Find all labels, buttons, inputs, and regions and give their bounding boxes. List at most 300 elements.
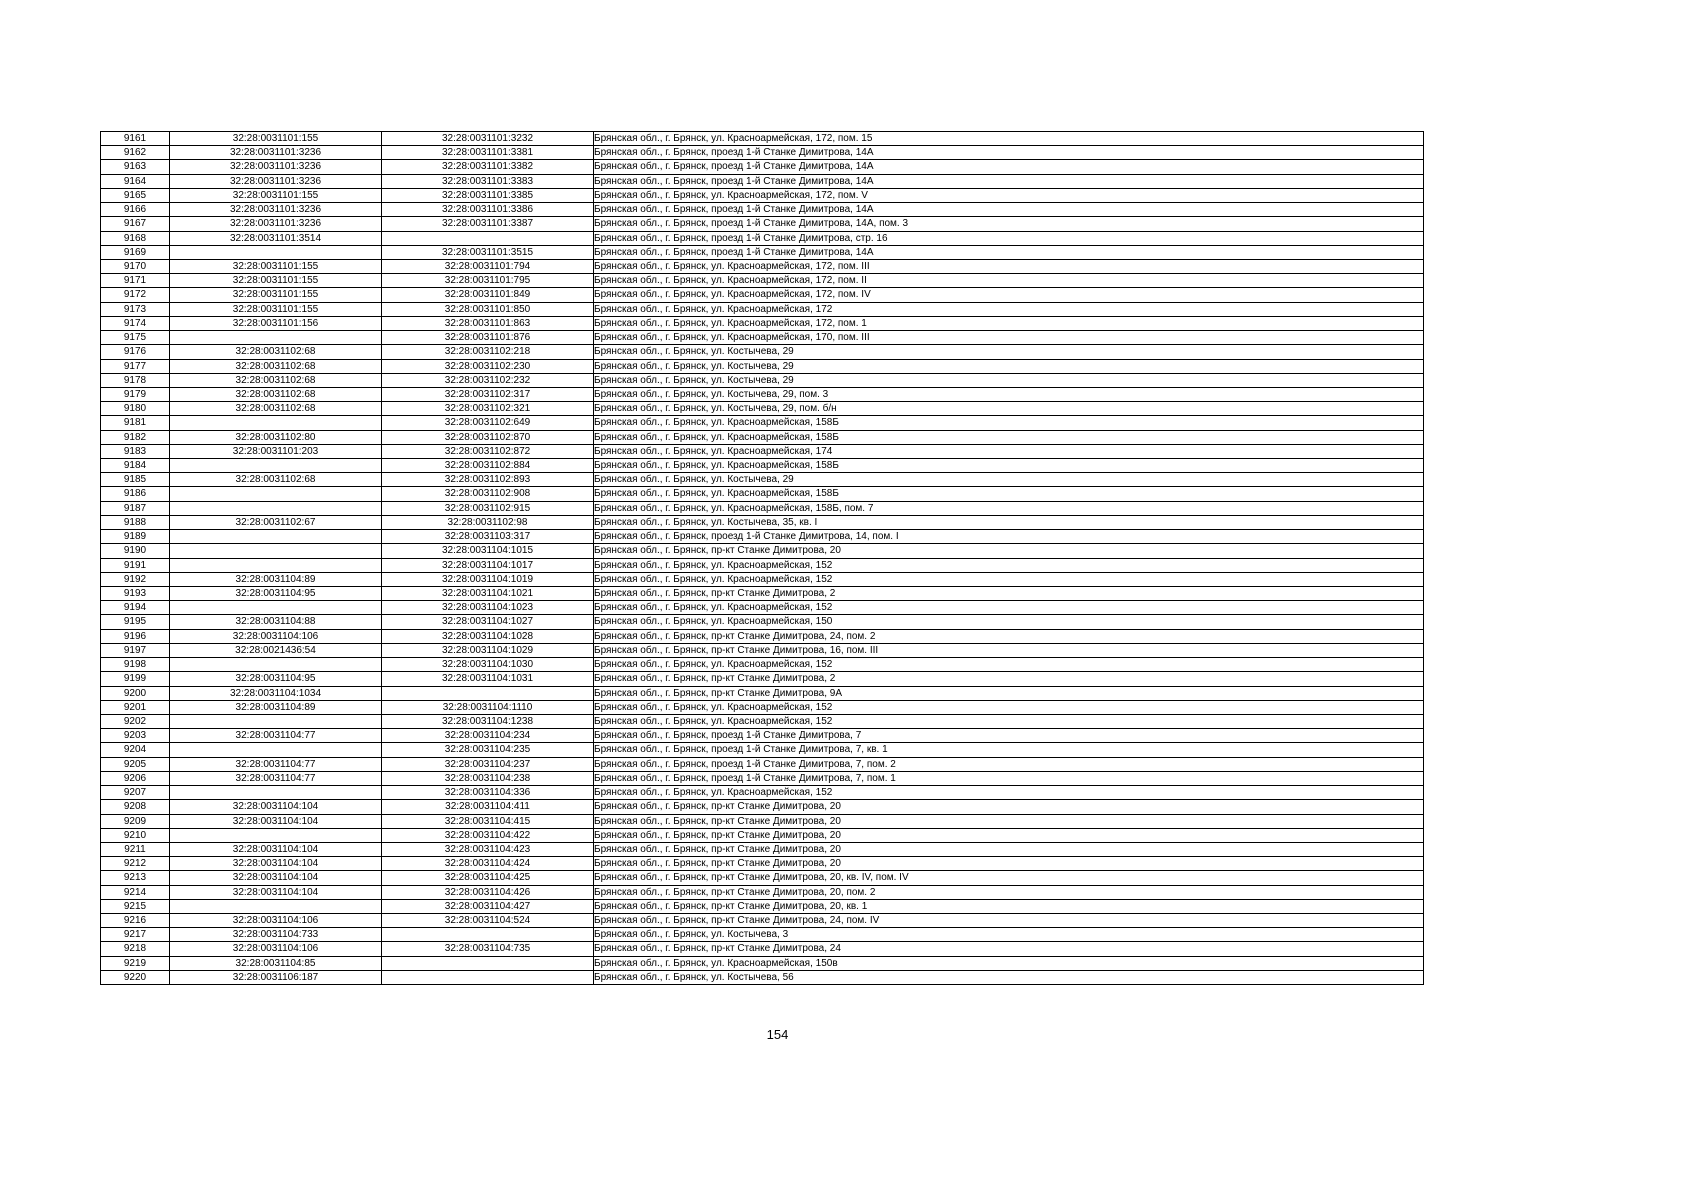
cadastral-number-cell: 32:28:0031104:427 bbox=[382, 899, 594, 913]
table-row bbox=[101, 473, 1424, 487]
table-row bbox=[101, 373, 1424, 387]
parent-cadastral-number-cell bbox=[170, 544, 382, 558]
table-row bbox=[101, 899, 1424, 913]
address-cell: Брянская обл., г. Брянск, проезд 1-й Станке Димитрова, 14А bbox=[594, 160, 1424, 174]
cadastral-number-cell: 32:28:0031102:98 bbox=[382, 515, 594, 529]
parent-cadastral-number-cell: 32:28:0031104:104 bbox=[170, 814, 382, 828]
table-row bbox=[101, 430, 1424, 444]
registry-table-body bbox=[101, 132, 1424, 985]
table-row bbox=[101, 544, 1424, 558]
cadastral-number-cell: 32:28:0031102:649 bbox=[382, 416, 594, 430]
address-cell: Брянская обл., г. Брянск, ул. Костычева, 35, кв. I bbox=[594, 515, 1424, 529]
row-number-cell: 9203 bbox=[101, 729, 170, 743]
cadastral-number-cell: 32:28:0031104:238 bbox=[382, 771, 594, 785]
registry-table bbox=[100, 131, 1424, 985]
parent-cadastral-number-cell: 32:28:0031104:106 bbox=[170, 629, 382, 643]
cadastral-number-cell bbox=[382, 956, 594, 970]
table-row bbox=[101, 515, 1424, 529]
address-cell: Брянская обл., г. Брянск, ул. Красноармейская, 172, пом. IV bbox=[594, 288, 1424, 302]
parent-cadastral-number-cell bbox=[170, 743, 382, 757]
table-row bbox=[101, 444, 1424, 458]
cadastral-number-cell: 32:28:0031104:235 bbox=[382, 743, 594, 757]
address-cell: Брянская обл., г. Брянск, ул. Костычева, 29 bbox=[594, 345, 1424, 359]
cadastral-number-cell: 32:28:0031102:230 bbox=[382, 359, 594, 373]
table-row bbox=[101, 416, 1424, 430]
parent-cadastral-number-cell: 32:28:0031101:3236 bbox=[170, 217, 382, 231]
cadastral-number-cell: 32:28:0031104:415 bbox=[382, 814, 594, 828]
parent-cadastral-number-cell: 32:28:0031104:104 bbox=[170, 800, 382, 814]
table-row bbox=[101, 345, 1424, 359]
table-row bbox=[101, 629, 1424, 643]
address-cell: Брянская обл., г. Брянск, пр-кт Станке Димитрова, 24, пом. IV bbox=[594, 914, 1424, 928]
cadastral-number-cell: 32:28:0031101:3387 bbox=[382, 217, 594, 231]
row-number-cell: 9201 bbox=[101, 700, 170, 714]
parent-cadastral-number-cell: 32:28:0031101:155 bbox=[170, 132, 382, 146]
cadastral-number-cell bbox=[382, 970, 594, 984]
parent-cadastral-number-cell: 32:28:0031106:187 bbox=[170, 970, 382, 984]
address-cell: Брянская обл., г. Брянск, проезд 1-й Станке Димитрова, 7, пом. 1 bbox=[594, 771, 1424, 785]
address-cell: Брянская обл., г. Брянск, ул. Красноармейская, 152 bbox=[594, 658, 1424, 672]
parent-cadastral-number-cell bbox=[170, 459, 382, 473]
table-row bbox=[101, 956, 1424, 970]
parent-cadastral-number-cell bbox=[170, 601, 382, 615]
row-number-cell: 9195 bbox=[101, 615, 170, 629]
row-number-cell: 9212 bbox=[101, 857, 170, 871]
parent-cadastral-number-cell: 32:28:0031104:104 bbox=[170, 842, 382, 856]
table-row bbox=[101, 814, 1424, 828]
parent-cadastral-number-cell: 32:28:0031104:733 bbox=[170, 928, 382, 942]
table-row bbox=[101, 558, 1424, 572]
row-number-cell: 9163 bbox=[101, 160, 170, 174]
address-cell: Брянская обл., г. Брянск, пр-кт Станке Димитрова, 20 bbox=[594, 828, 1424, 842]
row-number-cell: 9190 bbox=[101, 544, 170, 558]
table-row bbox=[101, 615, 1424, 629]
row-number-cell: 9216 bbox=[101, 914, 170, 928]
table-row bbox=[101, 132, 1424, 146]
parent-cadastral-number-cell bbox=[170, 487, 382, 501]
parent-cadastral-number-cell: 32:28:0031104:89 bbox=[170, 572, 382, 586]
table-row bbox=[101, 800, 1424, 814]
address-cell: Брянская обл., г. Брянск, ул. Красноармейская, 152 bbox=[594, 601, 1424, 615]
parent-cadastral-number-cell: 32:28:0031101:156 bbox=[170, 316, 382, 330]
address-cell: Брянская обл., г. Брянск, ул. Красноармейская, 152 bbox=[594, 714, 1424, 728]
address-cell: Брянская обл., г. Брянск, ул. Красноармейская, 158Б bbox=[594, 416, 1424, 430]
parent-cadastral-number-cell: 32:28:0031104:95 bbox=[170, 587, 382, 601]
cadastral-number-cell: 32:28:0031104:411 bbox=[382, 800, 594, 814]
cadastral-number-cell: 32:28:0031101:850 bbox=[382, 302, 594, 316]
address-cell: Брянская обл., г. Брянск, проезд 1-й Станке Димитрова, 14А bbox=[594, 203, 1424, 217]
address-cell: Брянская обл., г. Брянск, ул. Костычева, 29 bbox=[594, 359, 1424, 373]
parent-cadastral-number-cell bbox=[170, 714, 382, 728]
cadastral-number-cell: 32:28:0031102:884 bbox=[382, 459, 594, 473]
row-number-cell: 9181 bbox=[101, 416, 170, 430]
address-cell: Брянская обл., г. Брянск, ул. Красноармейская, 158Б bbox=[594, 459, 1424, 473]
cadastral-number-cell: 32:28:0031101:849 bbox=[382, 288, 594, 302]
cadastral-number-cell bbox=[382, 686, 594, 700]
row-number-cell: 9196 bbox=[101, 629, 170, 643]
address-cell: Брянская обл., г. Брянск, ул. Красноармейская, 172, пом. III bbox=[594, 259, 1424, 273]
parent-cadastral-number-cell: 32:28:0031104:106 bbox=[170, 914, 382, 928]
table-row bbox=[101, 700, 1424, 714]
cadastral-number-cell: 32:28:0031104:234 bbox=[382, 729, 594, 743]
table-row bbox=[101, 487, 1424, 501]
cadastral-number-cell bbox=[382, 231, 594, 245]
address-cell: Брянская обл., г. Брянск, пр-кт Станке Димитрова, 2 bbox=[594, 672, 1424, 686]
table-row bbox=[101, 572, 1424, 586]
row-number-cell: 9182 bbox=[101, 430, 170, 444]
parent-cadastral-number-cell: 32:28:0031101:3236 bbox=[170, 174, 382, 188]
parent-cadastral-number-cell: 32:28:0031104:104 bbox=[170, 885, 382, 899]
row-number-cell: 9204 bbox=[101, 743, 170, 757]
table-row bbox=[101, 771, 1424, 785]
table-row bbox=[101, 231, 1424, 245]
address-cell: Брянская обл., г. Брянск, ул. Красноармейская, 158Б, пом. 7 bbox=[594, 501, 1424, 515]
row-number-cell: 9165 bbox=[101, 188, 170, 202]
row-number-cell: 9213 bbox=[101, 871, 170, 885]
table-row bbox=[101, 288, 1424, 302]
address-cell: Брянская обл., г. Брянск, ул. Красноармейская, 172, пом. 1 bbox=[594, 316, 1424, 330]
cadastral-number-cell: 32:28:0031101:3515 bbox=[382, 245, 594, 259]
row-number-cell: 9211 bbox=[101, 842, 170, 856]
parent-cadastral-number-cell: 32:28:0031101:155 bbox=[170, 274, 382, 288]
cadastral-number-cell: 32:28:0031102:872 bbox=[382, 444, 594, 458]
address-cell: Брянская обл., г. Брянск, ул. Красноармейская, 172 bbox=[594, 302, 1424, 316]
address-cell: Брянская обл., г. Брянск, пр-кт Станке Димитрова, 16, пом. III bbox=[594, 643, 1424, 657]
cadastral-number-cell: 32:28:0031104:1027 bbox=[382, 615, 594, 629]
table-row bbox=[101, 302, 1424, 316]
table-row bbox=[101, 146, 1424, 160]
parent-cadastral-number-cell: 32:28:0031104:106 bbox=[170, 942, 382, 956]
table-row bbox=[101, 217, 1424, 231]
parent-cadastral-number-cell: 32:28:0031102:80 bbox=[170, 430, 382, 444]
cadastral-number-cell: 32:28:0031101:3232 bbox=[382, 132, 594, 146]
cadastral-number-cell: 32:28:0031101:3385 bbox=[382, 188, 594, 202]
table-row bbox=[101, 331, 1424, 345]
table-row bbox=[101, 842, 1424, 856]
row-number-cell: 9168 bbox=[101, 231, 170, 245]
cadastral-number-cell: 32:28:0031103:317 bbox=[382, 530, 594, 544]
row-number-cell: 9187 bbox=[101, 501, 170, 515]
parent-cadastral-number-cell: 32:28:0031102:68 bbox=[170, 387, 382, 401]
cadastral-number-cell: 32:28:0031104:336 bbox=[382, 786, 594, 800]
cadastral-number-cell: 32:28:0031104:1028 bbox=[382, 629, 594, 643]
row-number-cell: 9214 bbox=[101, 885, 170, 899]
parent-cadastral-number-cell: 32:28:0031104:88 bbox=[170, 615, 382, 629]
table-row bbox=[101, 601, 1424, 615]
row-number-cell: 9173 bbox=[101, 302, 170, 316]
address-cell: Брянская обл., г. Брянск, проезд 1-й Станке Димитрова, 14А, пом. 3 bbox=[594, 217, 1424, 231]
address-cell: Брянская обл., г. Брянск, проезд 1-й Станке Димитрова, 7, кв. 1 bbox=[594, 743, 1424, 757]
address-cell: Брянская обл., г. Брянск, ул. Красноармейская, 150 bbox=[594, 615, 1424, 629]
parent-cadastral-number-cell: 32:28:0031104:1034 bbox=[170, 686, 382, 700]
cadastral-number-cell: 32:28:0031104:237 bbox=[382, 757, 594, 771]
row-number-cell: 9194 bbox=[101, 601, 170, 615]
cadastral-number-cell: 32:28:0031102:321 bbox=[382, 402, 594, 416]
parent-cadastral-number-cell: 32:28:0031101:3514 bbox=[170, 231, 382, 245]
table-row bbox=[101, 160, 1424, 174]
row-number-cell: 9162 bbox=[101, 146, 170, 160]
address-cell: Брянская обл., г. Брянск, ул. Красноармейская, 152 bbox=[594, 700, 1424, 714]
parent-cadastral-number-cell: 32:28:0031101:3236 bbox=[170, 146, 382, 160]
cadastral-number-cell: 32:28:0031104:422 bbox=[382, 828, 594, 842]
row-number-cell: 9210 bbox=[101, 828, 170, 842]
row-number-cell: 9198 bbox=[101, 658, 170, 672]
address-cell: Брянская обл., г. Брянск, пр-кт Станке Димитрова, 20, пом. 2 bbox=[594, 885, 1424, 899]
address-cell: Брянская обл., г. Брянск, ул. Красноармейская, 150в bbox=[594, 956, 1424, 970]
cadastral-number-cell: 32:28:0031104:735 bbox=[382, 942, 594, 956]
row-number-cell: 9167 bbox=[101, 217, 170, 231]
row-number-cell: 9174 bbox=[101, 316, 170, 330]
cadastral-number-cell: 32:28:0031101:876 bbox=[382, 331, 594, 345]
parent-cadastral-number-cell: 32:28:0031104:95 bbox=[170, 672, 382, 686]
address-cell: Брянская обл., г. Брянск, проезд 1-й Станке Димитрова, 14А bbox=[594, 146, 1424, 160]
table-row bbox=[101, 857, 1424, 871]
cadastral-number-cell: 32:28:0031104:1015 bbox=[382, 544, 594, 558]
row-number-cell: 9184 bbox=[101, 459, 170, 473]
cadastral-number-cell: 32:28:0031102:218 bbox=[382, 345, 594, 359]
row-number-cell: 9219 bbox=[101, 956, 170, 970]
table-row bbox=[101, 970, 1424, 984]
address-cell: Брянская обл., г. Брянск, ул. Красноармейская, 158Б bbox=[594, 487, 1424, 501]
address-cell: Брянская обл., г. Брянск, ул. Костычева, 29, пом. б/н bbox=[594, 402, 1424, 416]
cadastral-number-cell: 32:28:0031102:908 bbox=[382, 487, 594, 501]
cadastral-number-cell: 32:28:0031104:524 bbox=[382, 914, 594, 928]
row-number-cell: 9177 bbox=[101, 359, 170, 373]
table-row bbox=[101, 643, 1424, 657]
parent-cadastral-number-cell: 32:28:0031104:77 bbox=[170, 771, 382, 785]
parent-cadastral-number-cell: 32:28:0031101:3236 bbox=[170, 160, 382, 174]
parent-cadastral-number-cell bbox=[170, 658, 382, 672]
cadastral-number-cell: 32:28:0031104:1030 bbox=[382, 658, 594, 672]
cadastral-number-cell: 32:28:0031102:317 bbox=[382, 387, 594, 401]
address-cell: Брянская обл., г. Брянск, ул. Костычева, 3 bbox=[594, 928, 1424, 942]
address-cell: Брянская обл., г. Брянск, проезд 1-й Станке Димитрова, 14А bbox=[594, 245, 1424, 259]
address-cell: Брянская обл., г. Брянск, пр-кт Станке Димитрова, 20 bbox=[594, 814, 1424, 828]
table-row bbox=[101, 245, 1424, 259]
address-cell: Брянская обл., г. Брянск, проезд 1-й Станке Димитрова, 14А bbox=[594, 174, 1424, 188]
parent-cadastral-number-cell: 32:28:0031104:77 bbox=[170, 729, 382, 743]
table-row bbox=[101, 259, 1424, 273]
row-number-cell: 9179 bbox=[101, 387, 170, 401]
cadastral-number-cell: 32:28:0031104:1238 bbox=[382, 714, 594, 728]
address-cell: Брянская обл., г. Брянск, пр-кт Станке Димитрова, 9А bbox=[594, 686, 1424, 700]
parent-cadastral-number-cell: 32:28:0031104:89 bbox=[170, 700, 382, 714]
row-number-cell: 9175 bbox=[101, 331, 170, 345]
cadastral-number-cell: 32:28:0031104:1017 bbox=[382, 558, 594, 572]
page-number: 154 bbox=[766, 1027, 789, 1042]
address-cell: Брянская обл., г. Брянск, ул. Красноармейская, 152 bbox=[594, 558, 1424, 572]
row-number-cell: 9191 bbox=[101, 558, 170, 572]
address-cell: Брянская обл., г. Брянск, пр-кт Станке Димитрова, 20 bbox=[594, 800, 1424, 814]
parent-cadastral-number-cell: 32:28:0031102:68 bbox=[170, 359, 382, 373]
parent-cadastral-number-cell: 32:28:0031101:203 bbox=[170, 444, 382, 458]
table-row bbox=[101, 871, 1424, 885]
table-row bbox=[101, 928, 1424, 942]
address-cell: Брянская обл., г. Брянск, пр-кт Станке Димитрова, 20 bbox=[594, 857, 1424, 871]
cadastral-number-cell: 32:28:0031101:3382 bbox=[382, 160, 594, 174]
cadastral-number-cell: 32:28:0031102:893 bbox=[382, 473, 594, 487]
row-number-cell: 9220 bbox=[101, 970, 170, 984]
address-cell: Брянская обл., г. Брянск, пр-кт Станке Димитрова, 24, пом. 2 bbox=[594, 629, 1424, 643]
address-cell: Брянская обл., г. Брянск, ул. Красноармейская, 174 bbox=[594, 444, 1424, 458]
parent-cadastral-number-cell: 32:28:0031102:68 bbox=[170, 402, 382, 416]
row-number-cell: 9200 bbox=[101, 686, 170, 700]
cadastral-number-cell: 32:28:0031101:3386 bbox=[382, 203, 594, 217]
row-number-cell: 9199 bbox=[101, 672, 170, 686]
table-row bbox=[101, 402, 1424, 416]
row-number-cell: 9197 bbox=[101, 643, 170, 657]
table-row bbox=[101, 942, 1424, 956]
address-cell: Брянская обл., г. Брянск, проезд 1-й Станке Димитрова, 14, пом. I bbox=[594, 530, 1424, 544]
parent-cadastral-number-cell: 32:28:0021436:54 bbox=[170, 643, 382, 657]
parent-cadastral-number-cell: 32:28:0031101:155 bbox=[170, 302, 382, 316]
row-number-cell: 9161 bbox=[101, 132, 170, 146]
address-cell: Брянская обл., г. Брянск, ул. Красноармейская, 170, пом. III bbox=[594, 331, 1424, 345]
table-row bbox=[101, 672, 1424, 686]
parent-cadastral-number-cell: 32:28:0031102:67 bbox=[170, 515, 382, 529]
cadastral-number-cell: 32:28:0031101:795 bbox=[382, 274, 594, 288]
parent-cadastral-number-cell: 32:28:0031102:68 bbox=[170, 345, 382, 359]
parent-cadastral-number-cell bbox=[170, 828, 382, 842]
row-number-cell: 9193 bbox=[101, 587, 170, 601]
table-row bbox=[101, 174, 1424, 188]
row-number-cell: 9192 bbox=[101, 572, 170, 586]
parent-cadastral-number-cell bbox=[170, 416, 382, 430]
parent-cadastral-number-cell: 32:28:0031101:3236 bbox=[170, 203, 382, 217]
parent-cadastral-number-cell: 32:28:0031101:155 bbox=[170, 188, 382, 202]
row-number-cell: 9180 bbox=[101, 402, 170, 416]
table-row bbox=[101, 757, 1424, 771]
table-row bbox=[101, 274, 1424, 288]
parent-cadastral-number-cell: 32:28:0031104:85 bbox=[170, 956, 382, 970]
address-cell: Брянская обл., г. Брянск, ул. Костычева, 56 bbox=[594, 970, 1424, 984]
row-number-cell: 9185 bbox=[101, 473, 170, 487]
cadastral-number-cell: 32:28:0031102:232 bbox=[382, 373, 594, 387]
address-cell: Брянская обл., г. Брянск, ул. Красноармейская, 158Б bbox=[594, 430, 1424, 444]
cadastral-number-cell: 32:28:0031101:3383 bbox=[382, 174, 594, 188]
address-cell: Брянская обл., г. Брянск, ул. Красноармейская, 172, пом. II bbox=[594, 274, 1424, 288]
table-row bbox=[101, 743, 1424, 757]
cadastral-number-cell: 32:28:0031104:1023 bbox=[382, 601, 594, 615]
row-number-cell: 9164 bbox=[101, 174, 170, 188]
table-row bbox=[101, 914, 1424, 928]
cadastral-number-cell: 32:28:0031102:870 bbox=[382, 430, 594, 444]
parent-cadastral-number-cell bbox=[170, 331, 382, 345]
table-row bbox=[101, 786, 1424, 800]
row-number-cell: 9215 bbox=[101, 899, 170, 913]
parent-cadastral-number-cell: 32:28:0031104:104 bbox=[170, 871, 382, 885]
table-row bbox=[101, 885, 1424, 899]
address-cell: Брянская обл., г. Брянск, пр-кт Станке Димитрова, 20, кв. 1 bbox=[594, 899, 1424, 913]
parent-cadastral-number-cell bbox=[170, 899, 382, 913]
table-row bbox=[101, 729, 1424, 743]
table-row bbox=[101, 188, 1424, 202]
row-number-cell: 9208 bbox=[101, 800, 170, 814]
parent-cadastral-number-cell: 32:28:0031104:77 bbox=[170, 757, 382, 771]
cadastral-number-cell: 32:28:0031101:863 bbox=[382, 316, 594, 330]
row-number-cell: 9186 bbox=[101, 487, 170, 501]
parent-cadastral-number-cell: 32:28:0031104:104 bbox=[170, 857, 382, 871]
address-cell: Брянская обл., г. Брянск, ул. Костычева, 29, пом. 3 bbox=[594, 387, 1424, 401]
address-cell: Брянская обл., г. Брянск, пр-кт Станке Димитрова, 2 bbox=[594, 587, 1424, 601]
parent-cadastral-number-cell bbox=[170, 245, 382, 259]
address-cell: Брянская обл., г. Брянск, проезд 1-й Станке Димитрова, 7, пом. 2 bbox=[594, 757, 1424, 771]
row-number-cell: 9183 bbox=[101, 444, 170, 458]
row-number-cell: 9169 bbox=[101, 245, 170, 259]
table-row bbox=[101, 714, 1424, 728]
table-row bbox=[101, 587, 1424, 601]
address-cell: Брянская обл., г. Брянск, пр-кт Станке Димитрова, 24 bbox=[594, 942, 1424, 956]
parent-cadastral-number-cell bbox=[170, 786, 382, 800]
cadastral-number-cell: 32:28:0031104:426 bbox=[382, 885, 594, 899]
row-number-cell: 9217 bbox=[101, 928, 170, 942]
address-cell: Брянская обл., г. Брянск, ул. Красноармейская, 152 bbox=[594, 572, 1424, 586]
parent-cadastral-number-cell bbox=[170, 501, 382, 515]
address-cell: Брянская обл., г. Брянск, ул. Костычева, 29 bbox=[594, 373, 1424, 387]
cadastral-number-cell: 32:28:0031102:915 bbox=[382, 501, 594, 515]
table-row bbox=[101, 501, 1424, 515]
table-row bbox=[101, 359, 1424, 373]
cadastral-number-cell: 32:28:0031104:423 bbox=[382, 842, 594, 856]
row-number-cell: 9202 bbox=[101, 714, 170, 728]
address-cell: Брянская обл., г. Брянск, ул. Красноармейская, 172, пом. V bbox=[594, 188, 1424, 202]
address-cell: Брянская обл., г. Брянск, ул. Костычева, 29 bbox=[594, 473, 1424, 487]
address-cell: Брянская обл., г. Брянск, пр-кт Станке Димитрова, 20 bbox=[594, 544, 1424, 558]
row-number-cell: 9170 bbox=[101, 259, 170, 273]
row-number-cell: 9171 bbox=[101, 274, 170, 288]
row-number-cell: 9209 bbox=[101, 814, 170, 828]
address-cell: Брянская обл., г. Брянск, пр-кт Станке Димитрова, 20, кв. IV, пом. IV bbox=[594, 871, 1424, 885]
table-row bbox=[101, 459, 1424, 473]
table-row bbox=[101, 828, 1424, 842]
table-row bbox=[101, 686, 1424, 700]
parent-cadastral-number-cell: 32:28:0031101:155 bbox=[170, 288, 382, 302]
cadastral-number-cell: 32:28:0031101:794 bbox=[382, 259, 594, 273]
row-number-cell: 9188 bbox=[101, 515, 170, 529]
table-row bbox=[101, 387, 1424, 401]
cadastral-number-cell: 32:28:0031104:1029 bbox=[382, 643, 594, 657]
parent-cadastral-number-cell: 32:28:0031102:68 bbox=[170, 473, 382, 487]
table-row bbox=[101, 658, 1424, 672]
cadastral-number-cell: 32:28:0031104:1019 bbox=[382, 572, 594, 586]
parent-cadastral-number-cell bbox=[170, 558, 382, 572]
cadastral-number-cell: 32:28:0031104:1021 bbox=[382, 587, 594, 601]
cadastral-number-cell: 32:28:0031101:3381 bbox=[382, 146, 594, 160]
address-cell: Брянская обл., г. Брянск, проезд 1-й Станке Димитрова, стр. 16 bbox=[594, 231, 1424, 245]
row-number-cell: 9172 bbox=[101, 288, 170, 302]
address-cell: Брянская обл., г. Брянск, ул. Красноармейская, 172, пом. 15 bbox=[594, 132, 1424, 146]
row-number-cell: 9207 bbox=[101, 786, 170, 800]
address-cell: Брянская обл., г. Брянск, пр-кт Станке Димитрова, 20 bbox=[594, 842, 1424, 856]
table-row bbox=[101, 530, 1424, 544]
parent-cadastral-number-cell: 32:28:0031102:68 bbox=[170, 373, 382, 387]
cadastral-number-cell: 32:28:0031104:1110 bbox=[382, 700, 594, 714]
table-row bbox=[101, 316, 1424, 330]
row-number-cell: 9189 bbox=[101, 530, 170, 544]
row-number-cell: 9206 bbox=[101, 771, 170, 785]
row-number-cell: 9178 bbox=[101, 373, 170, 387]
address-cell: Брянская обл., г. Брянск, ул. Красноармейская, 152 bbox=[594, 786, 1424, 800]
cadastral-number-cell: 32:28:0031104:424 bbox=[382, 857, 594, 871]
row-number-cell: 9218 bbox=[101, 942, 170, 956]
table-row bbox=[101, 203, 1424, 217]
cadastral-number-cell: 32:28:0031104:1031 bbox=[382, 672, 594, 686]
cadastral-number-cell bbox=[382, 928, 594, 942]
row-number-cell: 9205 bbox=[101, 757, 170, 771]
address-cell: Брянская обл., г. Брянск, проезд 1-й Станке Димитрова, 7 bbox=[594, 729, 1424, 743]
cadastral-number-cell: 32:28:0031104:425 bbox=[382, 871, 594, 885]
parent-cadastral-number-cell: 32:28:0031101:155 bbox=[170, 259, 382, 273]
